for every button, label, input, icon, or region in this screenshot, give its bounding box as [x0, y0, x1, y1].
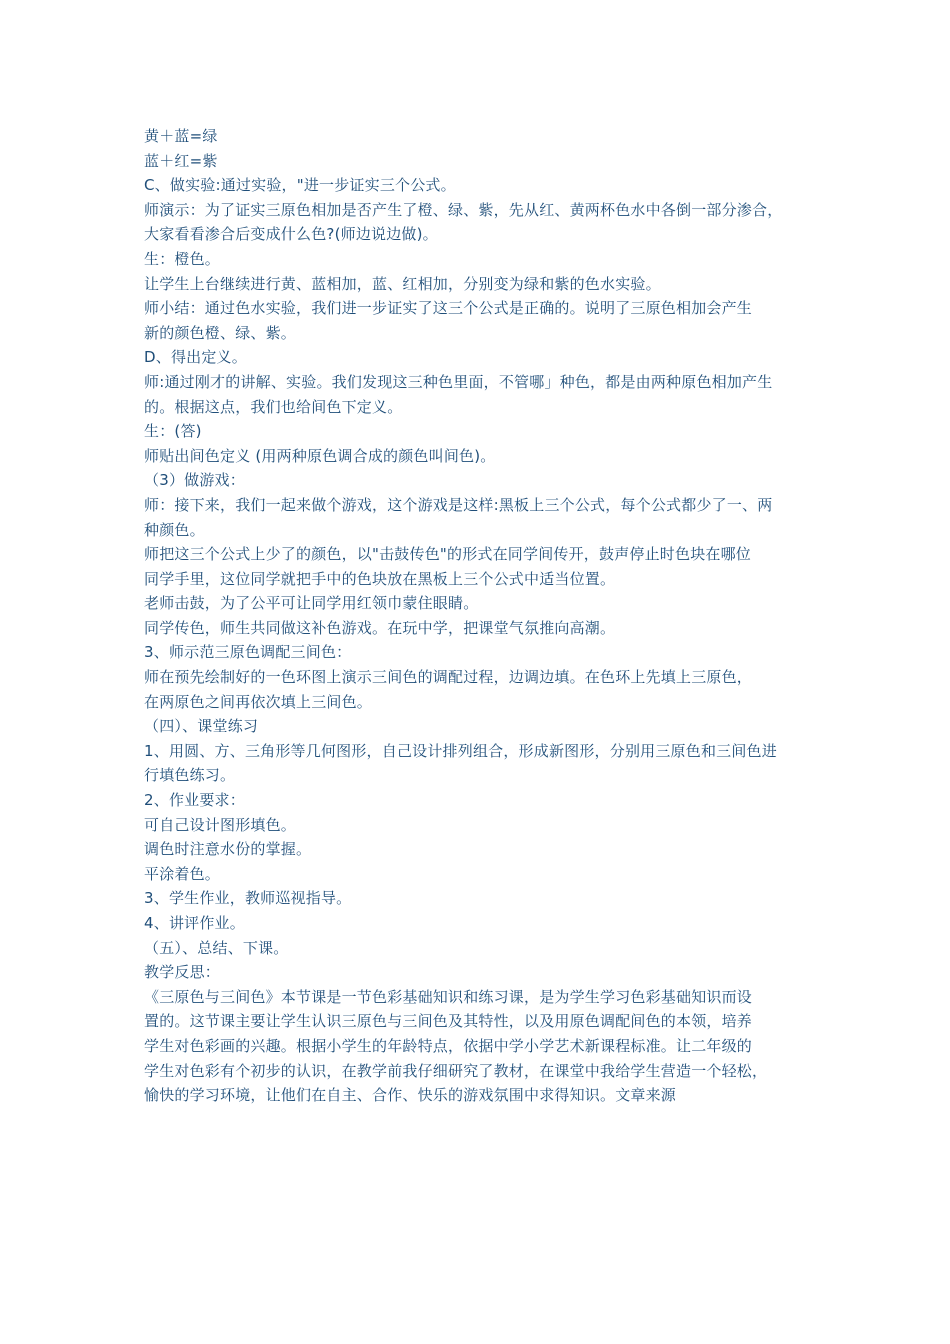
text-line: 生：橙色。	[144, 249, 221, 268]
text-line: 行填色练习。	[144, 766, 236, 785]
text-line: 师：接下来，我们一起来做个游戏，这个游戏是这样:黑板上三个公式，每个公式都少了一、两	[144, 495, 773, 514]
text-line: 平涂着色。	[144, 864, 221, 883]
text-line: 愉快的学习环境，让他们在自主、合作、快乐的游戏氛围中求得知识。文章来源	[144, 1086, 677, 1105]
text-line: 《三原色与三间色》本节课是一节色彩基础知识和练习课，是为学生学习色彩基础知识而设	[144, 987, 753, 1006]
text-line: 师把这三个公式上少了的颜色，以"击鼓传色"的形式在同学间传开，鼓声停止时色块在哪位	[144, 545, 752, 564]
text-line: 3、师示范三原色调配三间色：	[144, 643, 352, 662]
text-line: 师演示：为了证实三原色相加是否产生了橙、绿、紫，先从红、黄两杯色水中各倒一部分渗合，	[144, 200, 783, 219]
text-line: 3、学生作业，教师巡视指导。	[144, 889, 352, 908]
text-line: 种颜色。	[144, 520, 205, 539]
text-line: 师小结：通过色水实验，我们进一步证实了这三个公式是正确的。说明了三原色相加会产生	[144, 299, 753, 318]
text-line: 黄＋蓝=绿	[144, 127, 218, 145]
text-line: 调色时注意水份的掌握。	[144, 840, 312, 859]
text-line: （四）、课堂练习	[144, 717, 259, 736]
text-line: 4、讲评作业。	[144, 914, 245, 932]
text-line: 学生对色彩有个初步的认识，在教学前我仔细研究了教材，在课堂中我给学生营造一个轻松，	[144, 1061, 768, 1080]
text-line: 师贴出间色定义 (用两种原色调合成的颜色叫间色)。	[144, 446, 496, 465]
text-line: 大家看看渗合后变成什么色?(师边说边做)。	[144, 225, 438, 244]
text-line: 师:通过刚才的讲解、实验。我们发现这三种色里面，不管哪」种色，都是由两种原色相加产生	[144, 372, 773, 391]
text-line: 1、用圆、方、三角形等几何图形，自己设计排列组合，形成新图形，分别用三原色和三间色进	[144, 741, 777, 760]
text-line: 生：(答)	[144, 422, 202, 441]
text-line: 蓝＋红=紫	[144, 151, 218, 170]
text-line: 教学反思：	[144, 963, 221, 982]
text-line: 2、作业要求：	[144, 791, 245, 810]
text-line: 新的颜色橙、绿、紫。	[144, 323, 297, 342]
text-line: D、得出定义。	[144, 348, 247, 367]
text-line: （五）、总结、下课。	[144, 938, 289, 957]
text-line: 在两原色之间再依次填上三间色。	[144, 692, 373, 711]
text-line: 让学生上台继续进行黄、蓝相加，蓝、红相加，分别变为绿和紫的色水实验。	[144, 274, 661, 293]
text-line: 置的。这节课主要让学生认识三原色与三间色及其特性，以及用原色调配间色的本领，培养	[144, 1012, 753, 1031]
text-line: （3）做游戏：	[144, 471, 245, 490]
text-line: 的。根据这点，我们也给间色下定义。	[144, 397, 403, 416]
text-line: 老师击鼓，为了公平可让同学用红领巾蒙住眼睛。	[144, 594, 479, 613]
text-line: 同学传色，师生共同做这补色游戏。在玩中学，把课堂气氛推向高潮。	[144, 618, 616, 637]
text-line: 同学手里，这位同学就把手中的色块放在黑板上三个公式中适当位置。	[144, 569, 616, 588]
text-line: C、做实验:通过实验，"进一步证实三个公式。	[144, 176, 456, 195]
text-line: 学生对色彩画的兴趣。根据小学生的年龄特点，依据中学小学艺术新课程标准。让二年级的	[144, 1036, 753, 1055]
text-line: 师在预先绘制好的一色环图上演示三间色的调配过程，边调边填。在色环上先填上三原色，	[144, 668, 753, 687]
text-line: 可自己设计图形填色。	[144, 815, 297, 834]
document-body	[144, 124, 819, 1108]
